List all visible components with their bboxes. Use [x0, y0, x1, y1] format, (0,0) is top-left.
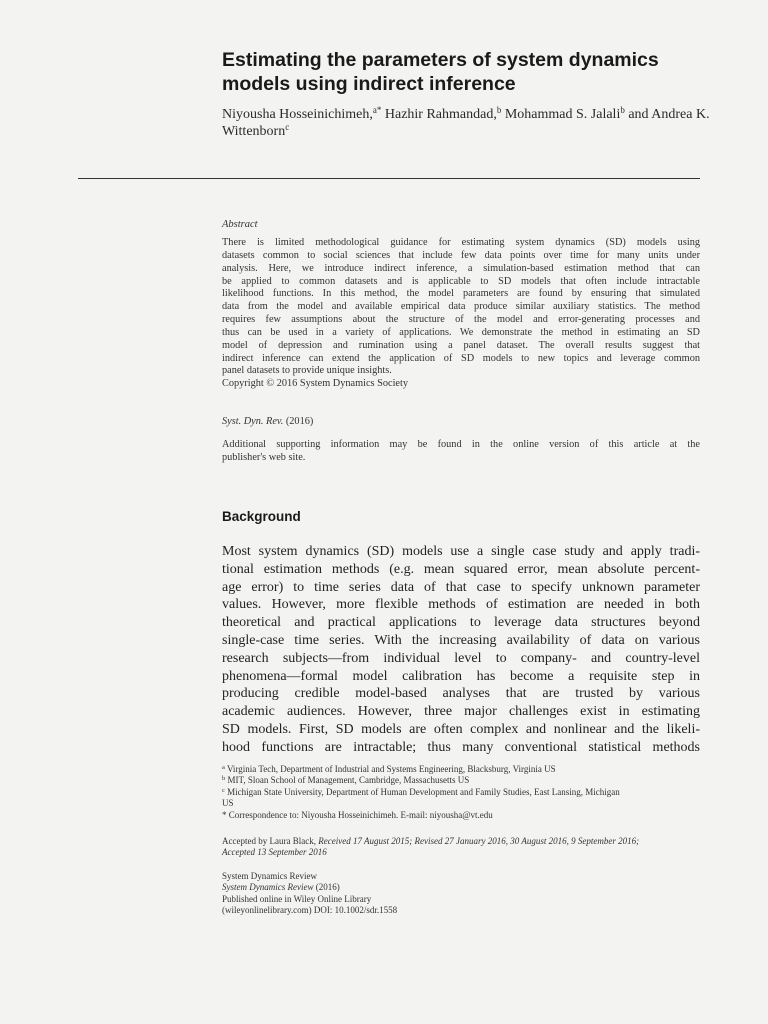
journal-abbreviation: Syst. Dyn. Rev.	[222, 416, 284, 427]
body-line: tional estimation methods (e.g. mean squared error, mean absolute percent-	[222, 561, 700, 577]
footnote-text: Virginia Tech, Department of Industrial and Systems Engineering, Blacksburg, Virginia US	[224, 764, 556, 774]
body-line: values. However, more flexible methods of estimation are needed in both	[222, 597, 700, 613]
footnote	[222, 764, 700, 775]
journal-citation	[222, 416, 313, 427]
acceptance-history	[222, 836, 700, 859]
title-line: models using indirect inference	[222, 73, 516, 95]
abstract-line: datasets common to social sciences that include few data points over time for many units under	[222, 249, 700, 261]
abstract-line: thus can be used in a variety of applications. We demonstrate the method in estimating an SD	[222, 326, 700, 338]
abstract-line: analysis. Here, we introduce indirect inference, a simulation-based estimation method that can	[222, 262, 700, 274]
body-line: SD models. First, SD models are often complex and nonlinear and the likeli-	[222, 721, 700, 737]
supporting-info-line: publisher's web site.	[222, 451, 306, 463]
journal-info	[222, 871, 700, 917]
received-dates: Received 17 August 2015; Revised 27 January 2016, 30 August 2016, 9 September 2016;	[318, 836, 640, 846]
journal-volume	[222, 882, 700, 893]
abstract-line: data from the model and available empirical data produce similar auxiliary statistics. The method	[222, 301, 700, 313]
acceptance-line	[222, 847, 700, 858]
footnote-text: US	[222, 798, 234, 809]
body-line: academic audiences. However, three major challenges exist in estimating	[222, 704, 700, 720]
abstract-line: be applied to common datasets and is applicable to SD models that often include intractable	[222, 275, 700, 287]
abstract-line: likelihood functions. In this method, the model parameters are found by ensuring that simulated	[222, 288, 700, 300]
abstract-line: indirect inference can extend the application of SD models to new topics and leverage common	[222, 352, 700, 364]
author-name: Hazhir Rahmandad,	[381, 107, 497, 122]
body-line: single-case time series. With the increasing availability of data on various	[222, 632, 700, 648]
article-title	[222, 48, 722, 96]
body-line: research subjects—from individual level to company- and country-level	[222, 650, 700, 666]
abstract-text	[222, 237, 700, 391]
footnote-mark: a	[222, 764, 225, 771]
footnote-text: MIT, Sloan School of Management, Cambridge, Massachusetts US	[225, 775, 470, 786]
abstract-line: There is limited methodological guidance for estimating system dynamics (SD) models using	[222, 237, 700, 248]
footnote-text: * Correspondence to: Niyousha Hosseinichimeh. E-mail: niyousha@vt.edu	[222, 809, 493, 820]
journal-name: System Dynamics Review	[222, 871, 317, 881]
doi-line: (wileyonlinelibrary.com) DOI: 10.1002/sdr.1558	[222, 905, 398, 916]
supporting-info-note	[222, 439, 700, 465]
journal-year: (2016)	[313, 882, 340, 893]
correspondence-note	[222, 810, 700, 821]
author-name: Mohammad S. Jalali	[501, 107, 621, 122]
abstract-line: panel datasets to provide unique insights.	[222, 365, 392, 377]
body-line: age error) to time series data of that case to specify unknown parameter	[222, 579, 700, 595]
header-divider	[78, 178, 700, 179]
footnote	[222, 775, 700, 786]
supporting-info-line: Additional supporting information may be found in the online version of this article at the	[222, 439, 700, 450]
affiliation-footnotes	[222, 764, 700, 821]
body-line: Most system dynamics (SD) models use a single case study and apply tradi-	[222, 544, 700, 559]
body-line: theoretical and practical applications to leverage data structures beyond	[222, 615, 700, 631]
author-affiliation-mark: c	[285, 122, 290, 132]
accepted-by: Accepted by Laura Black,	[222, 836, 319, 846]
abstract-label: Abstract	[222, 219, 258, 230]
section-heading: Background	[222, 509, 301, 524]
footnote-mark: b	[222, 775, 226, 783]
body-line: phenomena—formal model calibration has become a requisite step in	[222, 668, 700, 684]
body-line: producing credible model-based analyses that are trusted by various	[222, 686, 700, 702]
footnote	[222, 787, 700, 798]
abstract-line: requires few assumptions about the structure of the model and error-generating processes and	[222, 314, 700, 326]
accepted-date: Accepted 13 September 2016	[222, 847, 327, 858]
title-line: Estimating the parameters of system dynamics	[222, 49, 659, 71]
body-text	[222, 543, 700, 757]
abstract-line: model of depression and rumination using a panel dataset. The overall results suggest that	[222, 339, 700, 351]
journal-name-italic: System Dynamics Review	[222, 882, 314, 893]
author-list	[222, 106, 722, 140]
citation-year: (2016)	[283, 416, 314, 427]
author-affiliation-mark: a*	[372, 105, 382, 115]
author-affiliation-mark: b	[620, 105, 625, 115]
footnote	[222, 798, 700, 809]
author-name: and Andrea K. Wittenborn	[222, 107, 710, 139]
acceptance-line	[222, 836, 700, 847]
author-name: Niyousha Hosseinichimeh,	[222, 107, 373, 122]
author-affiliation-mark: b	[496, 105, 502, 115]
publication-note: Published online in Wiley Online Library	[222, 893, 372, 904]
copyright-notice: Copyright © 2016 System Dynamics Society	[222, 378, 409, 390]
footnote-text: Michigan State University, Department of Human Development and Family Studies, East Lansing, Michigan	[224, 786, 620, 797]
body-line: hood functions are intractable; thus many conventional statistical methods	[222, 739, 700, 755]
footnote-mark: c	[222, 786, 225, 794]
